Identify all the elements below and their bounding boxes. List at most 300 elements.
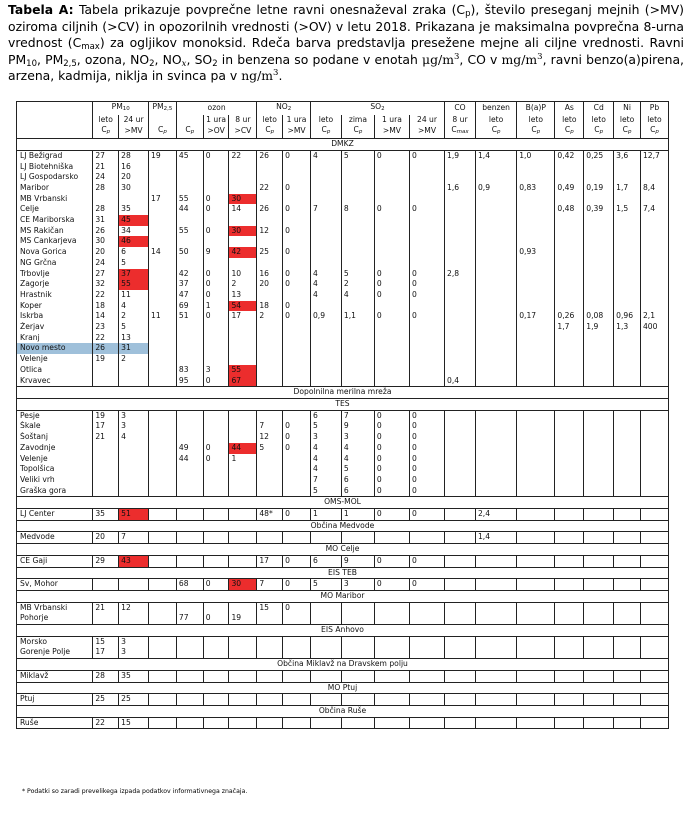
header-group-label: Ni (623, 103, 631, 112)
value-cell (374, 333, 409, 344)
value-cell (176, 172, 203, 183)
value-cell (257, 215, 283, 226)
value-cell (341, 194, 374, 205)
value-cell: 0 (374, 421, 409, 432)
value-cell: 30 (229, 194, 257, 205)
value-cell (614, 162, 641, 173)
value-cell (445, 258, 476, 269)
value-cell (149, 183, 177, 194)
value-cell (374, 613, 409, 624)
value-cell: 4 (341, 454, 374, 465)
value-cell (374, 343, 409, 354)
value-cell (475, 464, 516, 475)
value-cell (475, 602, 516, 613)
table-row (17, 647, 669, 658)
value-cell (310, 194, 341, 205)
value-cell: 32 (93, 279, 119, 290)
value-cell: 8 (341, 204, 374, 215)
value-cell (555, 421, 584, 432)
header-group-sub: 10 (122, 106, 130, 112)
value-cell (614, 269, 641, 280)
value-cell (555, 301, 584, 312)
header-group-label: As (564, 103, 574, 112)
value-cell: 44 (176, 204, 203, 215)
value-cell (119, 613, 149, 624)
value-cell: 0 (409, 290, 444, 301)
value-cell (119, 365, 149, 376)
value-cell (310, 258, 341, 269)
value-cell (640, 279, 668, 290)
value-cell: 0 (374, 486, 409, 497)
value-cell: 7 (119, 532, 149, 544)
value-cell (310, 365, 341, 376)
header-row-period (17, 115, 669, 126)
value-cell (310, 647, 341, 658)
caption-sub: x (181, 58, 187, 69)
value-cell (555, 454, 584, 465)
value-cell (640, 454, 668, 465)
value-cell: 0 (409, 475, 444, 486)
value-cell: 0,25 (584, 150, 614, 161)
value-cell (310, 236, 341, 247)
value-cell (640, 194, 668, 205)
value-cell (584, 162, 614, 173)
value-cell (257, 365, 283, 376)
header-group-cell (555, 102, 584, 115)
value-cell (555, 236, 584, 247)
value-cell: 6 (119, 247, 149, 258)
value-cell: 16 (257, 269, 283, 280)
value-cell (445, 410, 476, 421)
value-cell (149, 258, 177, 269)
value-cell (374, 183, 409, 194)
station-name: LJ Center (17, 509, 93, 521)
header-stat-label: C (321, 125, 327, 135)
value-cell (517, 717, 555, 729)
value-cell (93, 443, 119, 454)
station-name: LJ Gospodarsko (17, 172, 93, 183)
value-cell (229, 532, 257, 544)
value-cell: 37 (176, 279, 203, 290)
value-cell (257, 333, 283, 344)
value-cell: 44 (229, 443, 257, 454)
value-cell: 26 (257, 204, 283, 215)
value-cell (229, 343, 257, 354)
value-cell (283, 475, 311, 486)
table-row (17, 454, 669, 465)
caption-unit: ng/m (241, 68, 274, 84)
value-cell: 0,93 (517, 247, 555, 258)
value-cell (475, 269, 516, 280)
value-cell: 0,48 (555, 204, 584, 215)
header-group-label: NO (276, 102, 288, 111)
header-stat-cell (409, 125, 444, 138)
value-cell: 5 (119, 322, 149, 333)
value-cell (93, 454, 119, 465)
value-cell (640, 486, 668, 497)
value-cell (283, 647, 311, 658)
value-cell: 0 (409, 509, 444, 521)
value-cell: 31 (93, 215, 119, 226)
value-cell: 17 (257, 555, 283, 567)
value-cell (341, 183, 374, 194)
value-cell: 30 (229, 226, 257, 237)
value-cell (176, 432, 203, 443)
value-cell: 0 (203, 311, 229, 322)
header-period-cell: 1 ura (283, 115, 311, 126)
header-stat-cell (203, 125, 229, 138)
value-cell (149, 421, 177, 432)
station-name: Pesje (17, 410, 93, 421)
value-cell (517, 376, 555, 387)
value-cell (517, 486, 555, 497)
value-cell: 42 (176, 269, 203, 280)
value-cell: 2 (341, 279, 374, 290)
value-cell (517, 365, 555, 376)
station-name: Zavodnje (17, 443, 93, 454)
value-cell (93, 579, 119, 591)
header-stat-sub: p (497, 129, 501, 136)
value-cell (176, 215, 203, 226)
value-cell: 4 (119, 301, 149, 312)
value-cell (445, 194, 476, 205)
value-cell: 95 (176, 376, 203, 387)
header-period-cell: 8 ur (229, 115, 257, 126)
table-row (17, 421, 669, 432)
value-cell (310, 694, 341, 706)
header-group-cell (93, 102, 149, 115)
value-cell (203, 717, 229, 729)
header-group-cell (257, 102, 311, 115)
value-cell (203, 694, 229, 706)
value-cell (640, 464, 668, 475)
value-cell (310, 172, 341, 183)
footnote: * Podatki so zaradi prevelikega izpada podatkov informativnega značaja. (22, 788, 248, 795)
value-cell: 4 (310, 279, 341, 290)
table-row (17, 475, 669, 486)
value-cell: 30 (229, 579, 257, 591)
value-cell: 28 (119, 150, 149, 161)
value-cell (203, 670, 229, 682)
value-cell (203, 236, 229, 247)
value-cell (475, 432, 516, 443)
value-cell (409, 354, 444, 365)
header-stat-cell (517, 125, 555, 138)
value-cell (229, 602, 257, 613)
value-cell (341, 226, 374, 237)
value-cell (203, 183, 229, 194)
value-cell (445, 365, 476, 376)
station-name: CE Gaji (17, 555, 93, 567)
value-cell (283, 290, 311, 301)
header-stat-sub: p (655, 129, 659, 136)
header-stat-cell (176, 125, 203, 138)
value-cell (445, 354, 476, 365)
value-cell (584, 226, 614, 237)
value-cell (445, 236, 476, 247)
value-cell (584, 602, 614, 613)
value-cell (341, 636, 374, 647)
value-cell: 1,9 (445, 150, 476, 161)
value-cell: 5 (341, 150, 374, 161)
value-cell (149, 301, 177, 312)
value-cell: 4 (119, 432, 149, 443)
value-cell (229, 509, 257, 521)
value-cell (341, 602, 374, 613)
value-cell (614, 532, 641, 544)
value-cell (614, 509, 641, 521)
value-cell: 4 (310, 150, 341, 161)
value-cell (149, 226, 177, 237)
value-cell (374, 226, 409, 237)
value-cell: 26 (257, 150, 283, 161)
value-cell (445, 204, 476, 215)
value-cell (409, 376, 444, 387)
header-station-cell (17, 102, 93, 115)
value-cell (517, 555, 555, 567)
value-cell (475, 236, 516, 247)
value-cell (257, 290, 283, 301)
section-header-row (17, 387, 669, 399)
value-cell: 55 (176, 194, 203, 205)
value-cell: 2 (229, 279, 257, 290)
value-cell (517, 602, 555, 613)
value-cell: 0 (203, 454, 229, 465)
value-cell (555, 258, 584, 269)
value-cell: 15 (93, 636, 119, 647)
header-period-cell: leto (614, 115, 641, 126)
value-cell (374, 301, 409, 312)
value-cell: 0 (283, 183, 311, 194)
value-cell (584, 421, 614, 432)
value-cell: 0 (203, 204, 229, 215)
value-cell (283, 613, 311, 624)
section-title: MO Maribor (17, 590, 669, 602)
value-cell (517, 432, 555, 443)
value-cell (640, 333, 668, 344)
header-group-cell (517, 102, 555, 115)
value-cell: 2 (119, 354, 149, 365)
value-cell: 0,17 (517, 311, 555, 322)
value-cell (475, 613, 516, 624)
value-cell (341, 717, 374, 729)
header-group-cell (445, 102, 476, 115)
table-row (17, 694, 669, 706)
value-cell: 43 (119, 555, 149, 567)
value-cell (409, 226, 444, 237)
header-group-label: CO (454, 103, 466, 112)
value-cell (341, 301, 374, 312)
value-cell (555, 269, 584, 280)
value-cell (555, 486, 584, 497)
value-cell (229, 432, 257, 443)
value-cell (555, 226, 584, 237)
value-cell: 0 (283, 579, 311, 591)
value-cell: 0 (374, 279, 409, 290)
value-cell: 3 (119, 421, 149, 432)
caption-text: in benzena so podane v enotah (217, 51, 423, 67)
value-cell: 24 (93, 258, 119, 269)
header-stat-label: C (265, 125, 271, 135)
value-cell: 17 (229, 311, 257, 322)
value-cell (283, 162, 311, 173)
header-stat-label: >MV (417, 126, 437, 136)
table-row (17, 311, 669, 322)
value-cell (517, 454, 555, 465)
value-cell (283, 333, 311, 344)
value-cell: 9 (341, 555, 374, 567)
value-cell (517, 636, 555, 647)
section-header-row (17, 139, 669, 151)
value-cell (640, 532, 668, 544)
value-cell (445, 454, 476, 465)
header-stat-label: C (491, 125, 497, 135)
value-cell (445, 602, 476, 613)
value-cell (517, 410, 555, 421)
station-name: Zagorje (17, 279, 93, 290)
value-cell (310, 343, 341, 354)
value-cell (640, 694, 668, 706)
value-cell (445, 311, 476, 322)
value-cell (584, 354, 614, 365)
value-cell (149, 290, 177, 301)
value-cell: 22 (93, 290, 119, 301)
value-cell (341, 365, 374, 376)
header-period-cell (149, 115, 177, 126)
caption-text: , PM (37, 51, 64, 67)
value-cell (614, 670, 641, 682)
value-cell (555, 172, 584, 183)
header-stat-cell (229, 125, 257, 138)
station-name: Pohorje (17, 613, 93, 624)
value-cell (257, 613, 283, 624)
value-cell: 0 (374, 269, 409, 280)
station-name: Ruše (17, 717, 93, 729)
header-stat-label: C (650, 125, 656, 135)
value-cell (374, 717, 409, 729)
value-cell (614, 290, 641, 301)
station-name: Topolšica (17, 464, 93, 475)
value-cell (614, 486, 641, 497)
table-row (17, 410, 669, 421)
value-cell: 0 (409, 311, 444, 322)
value-cell: 400 (640, 322, 668, 333)
value-cell (229, 647, 257, 658)
value-cell (176, 236, 203, 247)
header-group-label: Pb (649, 103, 660, 112)
value-cell: 0 (203, 269, 229, 280)
value-cell (640, 226, 668, 237)
value-cell (517, 322, 555, 333)
caption-text: Tabela prikazuje povprečne letne ravni onesnaževal zraka (C (78, 2, 466, 17)
value-cell: 1,3 (614, 322, 641, 333)
value-cell (475, 486, 516, 497)
value-cell (229, 670, 257, 682)
header-period-cell: zima (341, 115, 374, 126)
station-name: CE Mariborska (17, 215, 93, 226)
value-cell (283, 376, 311, 387)
value-cell (517, 670, 555, 682)
value-cell (614, 454, 641, 465)
value-cell (555, 694, 584, 706)
value-cell: 45 (119, 215, 149, 226)
caption-sub: 2,5 (63, 58, 77, 69)
value-cell (475, 694, 516, 706)
caption-sub: 2 (149, 58, 155, 69)
value-cell: 31 (119, 343, 149, 354)
value-cell (149, 443, 177, 454)
value-cell (149, 376, 177, 387)
value-cell: 0 (283, 443, 311, 454)
value-cell: 4 (310, 290, 341, 301)
value-cell: 20 (119, 172, 149, 183)
value-cell (445, 215, 476, 226)
value-cell: 24 (93, 172, 119, 183)
table-row (17, 464, 669, 475)
value-cell (475, 636, 516, 647)
value-cell (176, 486, 203, 497)
value-cell (555, 613, 584, 624)
table-row (17, 204, 669, 215)
value-cell (257, 343, 283, 354)
value-cell (283, 194, 311, 205)
section-header-row (17, 398, 669, 410)
value-cell (283, 322, 311, 333)
value-cell (229, 322, 257, 333)
value-cell: 51 (119, 509, 149, 521)
value-cell (283, 215, 311, 226)
value-cell (640, 443, 668, 454)
value-cell (203, 410, 229, 421)
value-cell (229, 421, 257, 432)
table-row (17, 269, 669, 280)
table-row (17, 486, 669, 497)
value-cell (584, 647, 614, 658)
value-cell: 2,1 (640, 311, 668, 322)
value-cell (584, 486, 614, 497)
value-cell: 0 (409, 555, 444, 567)
value-cell (149, 694, 177, 706)
value-cell: 0,9 (475, 183, 516, 194)
value-cell (283, 236, 311, 247)
value-cell (640, 421, 668, 432)
value-cell (475, 194, 516, 205)
value-cell (640, 602, 668, 613)
value-cell (614, 194, 641, 205)
value-cell: 0 (283, 269, 311, 280)
value-cell: 3 (341, 432, 374, 443)
value-cell: 19 (229, 613, 257, 624)
value-cell (149, 464, 177, 475)
value-cell (584, 247, 614, 258)
value-cell: 44 (176, 454, 203, 465)
value-cell: 14 (93, 311, 119, 322)
section-title: DMKZ (17, 139, 669, 151)
station-name: Žerjav (17, 322, 93, 333)
value-cell: 4 (341, 443, 374, 454)
value-cell (374, 247, 409, 258)
value-cell (614, 717, 641, 729)
value-cell (584, 555, 614, 567)
value-cell (229, 236, 257, 247)
value-cell (229, 636, 257, 647)
value-cell: 3,6 (614, 150, 641, 161)
value-cell: 0 (283, 311, 311, 322)
header-stat-sub: p (326, 129, 331, 136)
value-cell (614, 475, 641, 486)
value-cell: 13 (229, 290, 257, 301)
value-cell: 21 (93, 432, 119, 443)
